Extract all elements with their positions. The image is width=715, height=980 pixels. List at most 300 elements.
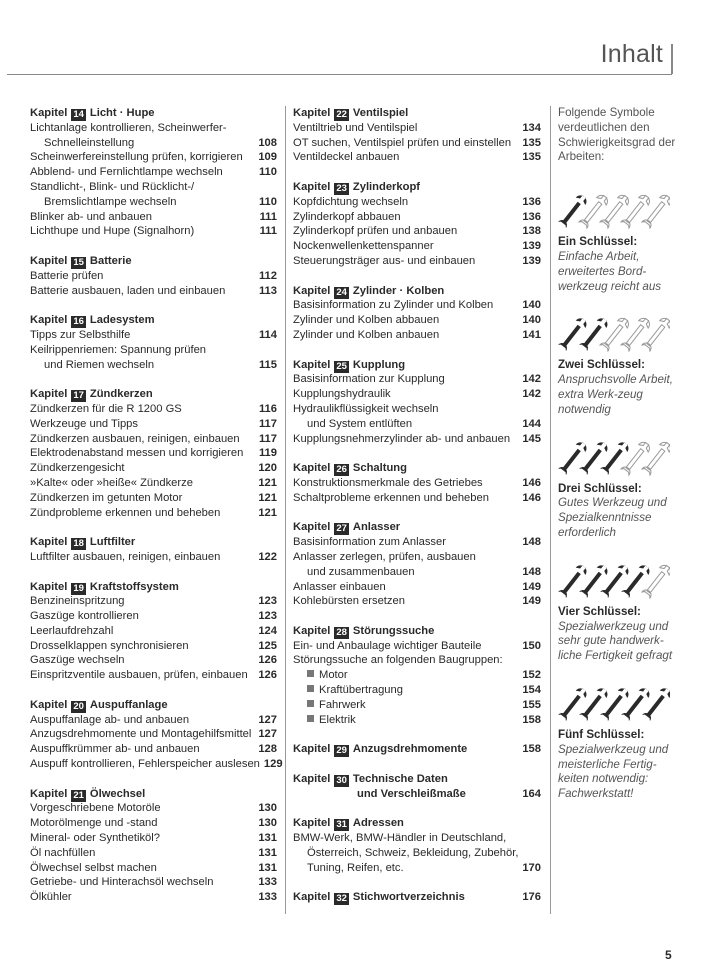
toc-entry[interactable] [30, 624, 277, 639]
difficulty-description: Spezialwerkzeug und meisterliche Fertig-keiten notwendig: Fachwerkstatt! [558, 742, 669, 801]
toc-entry[interactable] [30, 816, 277, 831]
entry-text: Zündprobleme erkennen und beheben [30, 506, 221, 519]
chapter-number-badge: 21 [73, 789, 84, 801]
page-ref: 136 [522, 210, 541, 223]
entry-text: Zylinder und Kolben anbauen [293, 328, 440, 341]
chapter-number-badge: 20 [73, 700, 84, 712]
chapter-keyword: Kapitel [30, 698, 68, 711]
page-ref: 125 [258, 639, 277, 652]
chapter-title: Schaltung [352, 462, 407, 475]
toc-entry[interactable] [30, 594, 277, 609]
entry-title [293, 150, 518, 165]
entry-text: Öl nachfüllen [30, 846, 96, 859]
toc-entry[interactable] [30, 195, 277, 210]
entry-text: Basisinformation zum Anlasser [293, 536, 446, 549]
entry-title [293, 491, 518, 506]
entry-title [30, 150, 254, 165]
chapter-heading[interactable] [293, 624, 541, 639]
toc-entry[interactable] [30, 609, 277, 624]
entry-title [30, 668, 254, 683]
toc-entry[interactable] [30, 402, 277, 417]
entry-text: Drosselklappen synchronisieren [30, 639, 189, 652]
page-ref: 133 [258, 891, 277, 904]
chapter-heading[interactable] [293, 284, 541, 299]
toc-entry[interactable] [293, 594, 541, 609]
page-ref: 127 [258, 713, 277, 726]
toc-entry[interactable] [30, 861, 277, 876]
entry-title [293, 195, 518, 210]
entry-text: Zylinderkopf abbauen [293, 210, 401, 223]
entry-title [293, 846, 541, 861]
chapter-keyword: Kapitel [30, 787, 68, 800]
column-divider-2 [550, 106, 551, 914]
toc-entry[interactable] [293, 713, 541, 728]
page-ref: 120 [258, 462, 277, 475]
toc-entry[interactable] [30, 742, 277, 757]
entry-title [30, 506, 254, 521]
entry-title [293, 224, 518, 239]
page-ref: 122 [258, 550, 277, 563]
wrench-rating [558, 308, 686, 354]
entry-text: Elektrodenabstand messen und korrigieren [30, 447, 244, 460]
entry-text: Steuerungsträger aus- und einbauen [293, 254, 476, 267]
chapter-keyword: Kapitel [293, 891, 331, 904]
entry-title [30, 402, 255, 417]
chapter-number-badge: 15 [73, 256, 84, 268]
chapter-keyword: Kapitel [293, 817, 331, 830]
toc-entry[interactable] [30, 461, 277, 476]
chapter-heading[interactable] [30, 580, 277, 595]
entry-text: Standlicht-, Blink- und Rücklicht-/ [30, 180, 195, 193]
chapter-title: Ölwechsel [89, 787, 146, 800]
toc-entry[interactable] [293, 668, 541, 683]
entry-text: Werkzeuge und Tipps [30, 417, 139, 430]
entry-title [293, 254, 518, 269]
toc-entry[interactable] [30, 165, 277, 180]
chapter-heading[interactable] [30, 106, 277, 121]
toc-entry[interactable] [293, 224, 541, 239]
chapter-heading[interactable] [293, 890, 541, 905]
entry-text: Zündkerzen im getunten Motor [30, 491, 183, 504]
page-ref: 136 [522, 195, 541, 208]
toc-entry[interactable] [30, 713, 277, 728]
entry-title [293, 239, 518, 254]
toc-entry[interactable] [293, 846, 541, 861]
chapter-heading[interactable] [293, 461, 541, 476]
chapter-keyword: Kapitel [293, 107, 331, 119]
toc-entry[interactable] [30, 328, 277, 343]
chapter-number-badge: 23 [336, 182, 347, 194]
entry-title [293, 550, 541, 565]
entry-title [293, 298, 518, 313]
entry-text: und zusammenbauen [307, 565, 415, 578]
chapter-title: Technische Daten [352, 772, 448, 785]
toc-entry[interactable] [30, 150, 277, 165]
chapter-number-badge: 25 [336, 360, 347, 372]
entry-text: Ventildeckel anbauen [293, 151, 400, 164]
chapter-keyword: Kapitel [293, 358, 331, 371]
entry-title [30, 594, 254, 609]
page-ref: 115 [258, 358, 277, 371]
bullet-square-icon [307, 715, 314, 722]
chapter-heading[interactable] [293, 358, 541, 373]
page-ref: 142 [522, 373, 541, 386]
toc-entry[interactable] [30, 757, 283, 772]
entry-text: Schaltprobleme erkennen und beheben [293, 491, 489, 504]
page-ref: 121 [258, 491, 277, 504]
toc-entry[interactable] [293, 476, 541, 491]
toc-entry[interactable] [30, 890, 277, 905]
toc-entry[interactable] [293, 210, 541, 225]
page-ref: 154 [522, 684, 541, 697]
toc-entry[interactable] [30, 668, 277, 683]
chapter-keyword: Kapitel [293, 624, 331, 637]
toc-entry[interactable] [293, 121, 541, 136]
wrench-outline-icon [641, 193, 670, 229]
entry-title [30, 343, 277, 358]
entry-title [30, 432, 255, 447]
toc-entry[interactable] [30, 446, 277, 461]
chapter-heading[interactable] [30, 254, 277, 269]
chapter-keyword: Kapitel [293, 772, 331, 785]
page-ref: 135 [522, 151, 541, 164]
entry-text: Getriebe- und Hinterachsöl wechseln [30, 876, 214, 889]
toc-entry[interactable] [293, 372, 541, 387]
entry-title [30, 358, 255, 373]
chapter-heading[interactable] [293, 106, 541, 121]
chapter-heading-continued[interactable] [293, 787, 541, 802]
page-ref: 129 [263, 758, 283, 771]
page-ref: 146 [522, 491, 541, 504]
bullet-square-icon [307, 685, 314, 692]
chapter-keyword: Kapitel [293, 462, 331, 475]
page-ref: 128 [258, 743, 277, 756]
page-ref: 155 [522, 698, 541, 711]
chapter-heading[interactable] [293, 520, 541, 535]
entry-title [30, 417, 255, 432]
toc-entry[interactable] [293, 417, 541, 432]
toc-entry[interactable] [293, 653, 541, 668]
toc-entry[interactable] [30, 801, 277, 816]
entry-text: Blinker ab- und anbauen [30, 210, 152, 223]
wrench-outline-icon [641, 440, 670, 476]
toc-entry[interactable] [30, 284, 277, 299]
toc-entry[interactable] [293, 313, 541, 328]
chapter-number-badge: 32 [336, 893, 347, 905]
entry-title [30, 328, 255, 343]
toc-column-1 [30, 106, 283, 905]
chapter-heading[interactable] [30, 698, 277, 713]
chapter-title: Ladesystem [89, 314, 155, 327]
toc-entry[interactable] [30, 417, 277, 432]
toc-entry[interactable] [30, 506, 277, 521]
page-ref: 117 [258, 417, 277, 430]
entry-text: Schnelleinstellung [44, 136, 135, 149]
toc-entry[interactable] [293, 402, 541, 417]
toc-entry[interactable] [293, 298, 541, 313]
entry-title [30, 461, 254, 476]
entry-title [293, 698, 518, 713]
chapter-number-badge: 29 [336, 745, 347, 757]
chapter-heading[interactable] [30, 313, 277, 328]
entry-text: Basisinformation zur Kupplung [293, 373, 445, 386]
toc-entry[interactable] [293, 535, 541, 550]
toc-entry[interactable] [30, 180, 277, 195]
entry-title [293, 653, 541, 668]
entry-title [293, 210, 518, 225]
chapter-keyword: Kapitel [30, 580, 68, 593]
difficulty-description: Spezialwerkzeug und sehr gute handwerk-liche Fertigkeit gefragt [558, 619, 673, 663]
entry-title [30, 890, 254, 905]
entry-text: und Riemen wechseln [44, 358, 155, 371]
entry-title [293, 313, 518, 328]
page-ref: 158 [522, 713, 541, 726]
toc-entry[interactable] [30, 875, 277, 890]
toc-entry[interactable] [293, 550, 541, 565]
entry-title [293, 683, 518, 698]
toc-entry[interactable] [30, 358, 277, 373]
page-ref: 111 [259, 210, 277, 223]
toc-entry[interactable] [30, 653, 277, 668]
difficulty-title: Vier Schlüssel: [558, 604, 641, 618]
toc-entry[interactable] [30, 269, 277, 284]
toc-entry[interactable] [293, 831, 541, 846]
chapter-number-badge: 19 [73, 582, 84, 594]
toc-entry[interactable] [30, 831, 277, 846]
toc-entry[interactable] [293, 491, 541, 506]
toc-entry[interactable] [293, 580, 541, 595]
page-ref: 158 [522, 743, 541, 756]
entry-text: Ölkühler [30, 891, 72, 904]
chapter-heading[interactable] [293, 772, 541, 787]
toc-entry[interactable] [30, 432, 277, 447]
chapter-heading[interactable] [293, 180, 541, 195]
entry-title [30, 861, 254, 876]
page-ref: 144 [522, 417, 541, 430]
entry-text: Anlasser einbauen [293, 580, 386, 593]
chapter-title: Zündkerzen [89, 388, 153, 401]
page-ref: 148 [522, 536, 541, 549]
bullet-square-icon [307, 670, 314, 677]
toc-entry[interactable] [30, 727, 277, 742]
toc-entry[interactable] [30, 550, 277, 565]
entry-text: Elektrik [319, 713, 356, 726]
page-number: 5 [665, 948, 672, 962]
toc-entry[interactable] [30, 343, 277, 358]
entry-title [293, 565, 518, 580]
toc-entry[interactable] [30, 846, 277, 861]
chapter-title: Anzugsdrehmomente [352, 743, 468, 756]
entry-text: Anlasser zerlegen, prüfen, ausbauen [293, 550, 476, 563]
entry-text: Kupplungsnehmerzylinder ab- und anbauen [293, 432, 511, 445]
entry-text: Zylinderkopf prüfen und anbauen [293, 225, 458, 238]
chapter-heading[interactable] [30, 387, 277, 402]
toc-entry[interactable] [30, 491, 277, 506]
entry-text: Österreich, Schweiz, Bekleidung, Zubehör, [307, 846, 519, 859]
chapter-keyword: Kapitel [293, 521, 331, 534]
page-ref: 142 [522, 388, 541, 401]
chapter-number-badge: 27 [336, 523, 347, 535]
chapter-heading[interactable] [30, 787, 277, 802]
entry-title [30, 269, 255, 284]
page-ref: 134 [522, 121, 541, 134]
entry-title [30, 165, 255, 180]
page-ref: 112 [258, 269, 277, 282]
chapter-heading[interactable] [30, 535, 277, 550]
difficulty-title: Ein Schlüssel: [558, 235, 638, 249]
entry-title [293, 328, 518, 343]
difficulty-level [558, 432, 686, 541]
entry-text: BMW-Werk, BMW-Händler in Deutschland, [293, 832, 507, 845]
entry-title [293, 136, 518, 151]
page-ref: 121 [258, 506, 277, 519]
entry-text: Bremslichtlampe wechseln [44, 195, 177, 208]
toc-entry[interactable] [293, 254, 541, 269]
chapter-number-badge: 18 [73, 538, 84, 550]
chapter-keyword: Kapitel [30, 254, 68, 267]
entry-text: Lichthupe und Hupe (Signalhorn) [30, 225, 195, 238]
chapter-number-badge: 24 [336, 286, 347, 298]
page-ref: 146 [522, 476, 541, 489]
page-ref: 108 [258, 136, 277, 149]
entry-title [293, 402, 541, 417]
entry-text: Auspuffkrümmer ab- und anbauen [30, 743, 200, 756]
entry-text: Basisinformation zu Zylinder und Kolben [293, 299, 494, 312]
wrench-filled-icon [641, 686, 670, 722]
wrench-outline-icon [641, 563, 670, 599]
entry-title [30, 831, 254, 846]
toc-entry[interactable] [293, 328, 541, 343]
entry-text: und System entlüften [307, 417, 413, 430]
wrench-outline-icon [641, 316, 670, 352]
toc-entry[interactable] [293, 239, 541, 254]
chapter-number-badge: 16 [73, 316, 84, 328]
entry-text: Auspuffanlage ab- und anbauen [30, 713, 190, 726]
chapter-heading[interactable] [293, 816, 541, 831]
entry-title [293, 639, 518, 654]
chapter-keyword: Kapitel [30, 388, 68, 401]
page-ref: 130 [258, 802, 277, 815]
entry-title [30, 846, 254, 861]
entry-text: Lichtanlage kontrollieren, Scheinwerfer- [30, 121, 227, 134]
entry-text: Nockenwellenkettenspanner [293, 240, 434, 253]
toc-entry[interactable] [293, 195, 541, 210]
toc-entry[interactable] [293, 432, 541, 447]
entry-title [30, 180, 277, 195]
page-ref: 110 [258, 166, 277, 179]
page-ref: 123 [258, 610, 277, 623]
entry-title [30, 816, 254, 831]
toc-entry[interactable] [293, 861, 541, 876]
difficulty-level [558, 555, 686, 664]
bullet-square-icon [307, 700, 314, 707]
toc-entry[interactable] [293, 150, 541, 165]
chapter-number-badge: 26 [336, 464, 347, 476]
page-ref: 116 [258, 402, 277, 415]
wrench-rating [558, 678, 686, 724]
difficulty-description: Gutes Werkzeug und Spezialkenntnisse erforderlich [558, 496, 667, 539]
entry-title [30, 727, 254, 742]
entry-title [293, 387, 518, 402]
toc-entry[interactable] [293, 565, 541, 580]
entry-text: OT suchen, Ventilspiel prüfen und einstellen [293, 136, 512, 149]
entry-title [30, 609, 254, 624]
entry-text: Mineral- oder Synthetiköl? [30, 832, 160, 845]
difficulty-description: Einfache Arbeit, erweitertes Bord-werkzeug reicht aus [558, 249, 662, 293]
entry-title [293, 417, 518, 432]
entry-title [293, 476, 518, 491]
entry-text: Ventiltrieb und Ventilspiel [293, 121, 418, 134]
toc-entry[interactable] [293, 698, 541, 713]
toc-entry[interactable] [30, 639, 277, 654]
entry-text: Motorölmenge und -stand [30, 817, 158, 830]
entry-text: Leerlaufdrehzahl [30, 624, 114, 637]
entry-text: Tuning, Reifen, etc. [307, 861, 404, 874]
entry-text: Kraftübertragung [319, 684, 403, 697]
page-ref: 150 [522, 639, 541, 652]
chapter-title: Adressen [352, 817, 404, 830]
entry-title [293, 861, 518, 876]
toc-entry[interactable] [293, 683, 541, 698]
chapter-title: Ventilspiel [352, 107, 409, 119]
toc-entry[interactable] [293, 387, 541, 402]
chapter-keyword: Kapitel [293, 743, 331, 756]
page-ref: 140 [522, 299, 541, 312]
toc-entry[interactable] [293, 136, 541, 151]
page-ref: 139 [522, 240, 541, 253]
page-ref: 139 [522, 254, 541, 267]
page-ref: 119 [258, 447, 277, 460]
toc-entry[interactable] [30, 224, 277, 239]
entry-text: Benzineinspritzung [30, 595, 125, 608]
difficulty-level [558, 308, 686, 417]
entry-title [293, 668, 518, 683]
entry-title [30, 284, 255, 299]
entry-text: Abblend- und Fernlichtlampe wechseln [30, 166, 223, 179]
wrench-rating [558, 555, 686, 601]
toc-column-2 [293, 106, 541, 905]
toc-entry[interactable] [30, 476, 277, 491]
entry-text: Anzugsdrehmomente und Montagehilfsmittel [30, 728, 252, 741]
entry-text: Keilrippenriemen: Spannung prüfen [30, 343, 207, 356]
toc-entry[interactable] [293, 639, 541, 654]
entry-text: Zylinder und Kolben abbauen [293, 314, 440, 327]
toc-entry[interactable] [30, 121, 277, 136]
page-ref: 176 [522, 891, 541, 904]
chapter-number-badge: 28 [336, 626, 347, 638]
difficulty-legend [558, 106, 686, 816]
toc-entry[interactable] [30, 210, 277, 225]
chapter-heading[interactable] [293, 742, 541, 757]
page-ref: 131 [258, 846, 277, 859]
page-ref: 111 [259, 225, 277, 238]
entry-title [30, 550, 254, 565]
chapter-number-badge: 31 [336, 819, 347, 831]
entry-text: Kupplungshydraulik [293, 388, 391, 401]
chapter-title: Licht · Hupe [89, 107, 155, 119]
entry-title [30, 639, 254, 654]
chapter-keyword: Kapitel [30, 314, 68, 327]
chapter-keyword: Kapitel [30, 107, 68, 119]
page-ref: 138 [522, 225, 541, 238]
entry-title [30, 224, 256, 239]
entry-title [293, 713, 518, 728]
toc-entry[interactable] [30, 136, 277, 151]
entry-title [30, 875, 254, 890]
entry-text: Zündkerzengesicht [30, 462, 125, 475]
entry-title [293, 535, 518, 550]
chapter-title: Batterie [89, 254, 132, 267]
